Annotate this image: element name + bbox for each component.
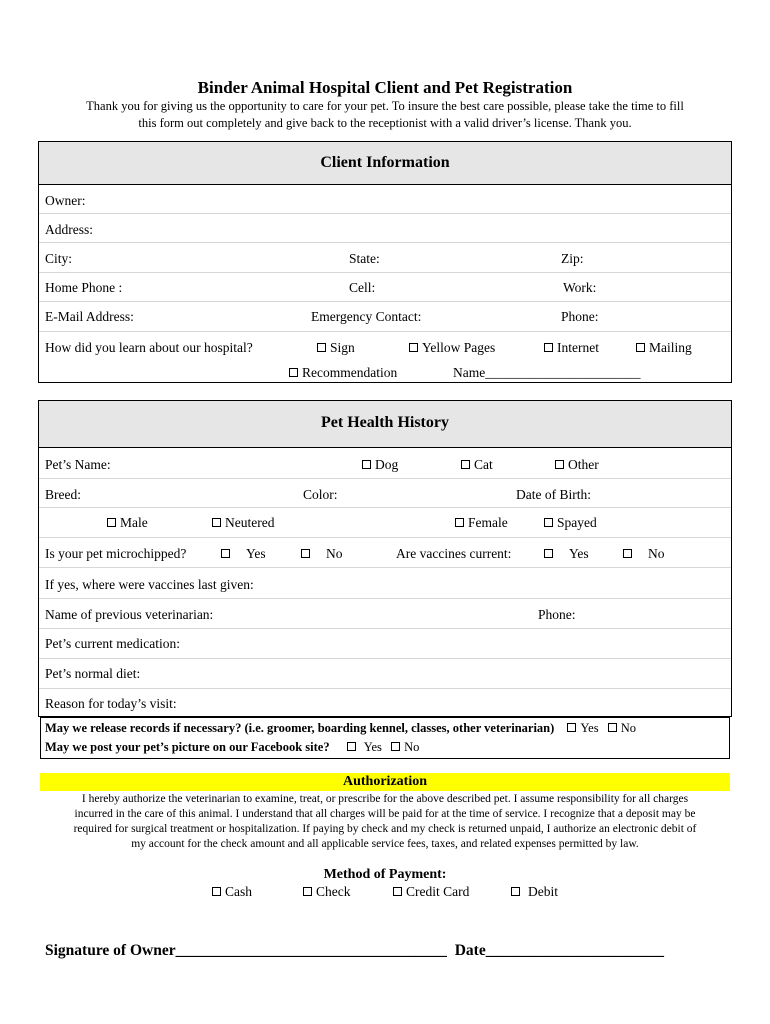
microchip-row [39, 538, 731, 568]
checkbox-icon[interactable] [107, 518, 116, 527]
sex-neutered[interactable] [212, 515, 274, 531]
intro-line-2: this form out completely and give back to the receptionist with a valid driver’s license. Thank you. [138, 116, 632, 130]
checkbox-icon[interactable] [301, 549, 310, 558]
work-label: Work: [563, 280, 597, 295]
sex-male[interactable] [107, 515, 148, 531]
authorization-line-3: required for surgical treatment or hospitalization. If paying by check and my check is returned unpaid, I authorize an electronic debit of [73, 823, 697, 835]
prev-vet-row [39, 599, 731, 629]
authorization-line-1: I hereby authorize the veterinarian to examine, treat, or prescribe for the above described pet. I assume responsibility for all charges [81, 793, 689, 805]
authorization-heading: Authorization [40, 773, 730, 791]
learn-question: How did you learn about our hospital? [45, 340, 253, 355]
sex-female-label: Female [468, 515, 508, 530]
checkbox-icon[interactable] [636, 343, 645, 352]
zip-label: Zip: [561, 251, 584, 266]
client-information-heading: Client Information [39, 142, 731, 185]
reason-row [39, 689, 731, 716]
prev-vet-phone-label: Phone: [538, 607, 576, 622]
referral-row [39, 332, 731, 382]
option-yellow-pages-label: Yellow Pages [422, 340, 496, 355]
checkbox-icon[interactable] [608, 723, 617, 732]
checkbox-icon[interactable] [289, 368, 298, 377]
checkbox-icon[interactable] [544, 549, 553, 558]
address-label: Address: [45, 222, 93, 237]
authorization-text [40, 792, 730, 852]
microchip-no[interactable] [301, 546, 343, 562]
option-recommendation-label: Recommendation [302, 365, 398, 380]
checkbox-icon[interactable] [391, 742, 400, 751]
prev-vet-label: Name of previous veterinarian: [45, 607, 214, 622]
signature-line[interactable] [45, 942, 664, 960]
option-sign-label: Sign [330, 340, 355, 355]
vaccines-question: Are vaccines current: [396, 546, 512, 561]
sex-spayed[interactable] [544, 515, 597, 531]
vaccines-where-row [39, 568, 731, 599]
recommendation-name-line[interactable]: Name_______________________ [453, 365, 641, 380]
color-label: Color: [303, 487, 338, 502]
checkbox-icon[interactable] [455, 518, 464, 527]
emergency-contact-label: Emergency Contact: [311, 309, 422, 324]
payment-check-label: Check [316, 884, 351, 899]
checkbox-icon[interactable] [544, 518, 553, 527]
signature-date[interactable]: Date_______________________ [454, 942, 664, 959]
authorization-line-4: my account for the check amount and all applicable service fees, taxes, and related expenses permitted by law. [131, 838, 639, 850]
checkbox-icon[interactable] [555, 460, 564, 469]
release-box [40, 717, 730, 759]
facebook-line [45, 740, 419, 755]
checkbox-icon[interactable] [303, 887, 312, 896]
microchip-no-label: No [326, 546, 343, 561]
phone-row [39, 273, 731, 302]
city-row [39, 243, 731, 273]
email-row [39, 302, 731, 332]
intro-line-1: Thank you for giving us the opportunity to care for your pet. To insure the best care possible, please take the time to fill [86, 99, 684, 113]
species-other-label: Other [568, 457, 599, 472]
cell-label: Cell: [349, 280, 376, 295]
payment-cash-label: Cash [225, 884, 252, 899]
owner-label: Owner: [45, 193, 86, 208]
option-recommendation[interactable] [289, 365, 397, 381]
vaccines-no-label: No [648, 546, 665, 561]
vaccines-yes-label: Yes [569, 546, 589, 561]
checkbox-icon[interactable] [623, 549, 632, 558]
checkbox-icon[interactable] [511, 887, 520, 896]
medication-row [39, 629, 731, 659]
option-mailing[interactable] [636, 340, 692, 356]
sex-row [39, 508, 731, 538]
species-cat[interactable] [461, 457, 493, 473]
checkbox-icon[interactable] [212, 518, 221, 527]
facebook-no[interactable] [391, 740, 419, 754]
facebook-yes-label: Yes [363, 740, 382, 754]
sex-male-label: Male [120, 515, 148, 530]
facebook-no-label: No [404, 740, 420, 754]
microchip-yes[interactable] [221, 546, 266, 562]
option-mailing-label: Mailing [649, 340, 692, 355]
payment-debit-label: Debit [528, 884, 558, 899]
checkbox-icon[interactable] [544, 343, 553, 352]
pet-health-section [38, 400, 732, 717]
vaccines-yes[interactable] [544, 546, 589, 562]
records-release-question: May we release records if necessary? (i.e. groomer, boarding kennel, classes, other veterinarian) [45, 721, 555, 735]
city-label: City: [45, 251, 73, 266]
client-information-section [38, 141, 732, 383]
breed-label: Breed: [45, 487, 81, 502]
checkbox-icon[interactable] [221, 549, 230, 558]
owner-row [39, 185, 731, 214]
breed-row [39, 479, 731, 508]
species-cat-label: Cat [474, 457, 493, 472]
vaccines-where-label: If yes, where were vaccines last given: [45, 577, 254, 592]
pet-health-heading: Pet Health History [39, 401, 731, 448]
diet-label: Pet’s normal diet: [45, 666, 141, 681]
signature-owner[interactable]: Signature of Owner___________________________________ [45, 942, 447, 959]
option-yellow-pages[interactable] [409, 340, 495, 356]
emergency-phone-label: Phone: [561, 309, 599, 324]
records-no-label: No [620, 721, 637, 735]
facebook-question: May we post your pet’s picture on our Facebook site? [45, 740, 330, 754]
payment-credit-card[interactable] [393, 884, 469, 900]
checkbox-icon[interactable] [393, 887, 402, 896]
microchip-question: Is your pet microchipped? [45, 546, 187, 561]
records-release-line [45, 721, 636, 736]
records-yes[interactable] [567, 721, 598, 735]
medication-label: Pet’s current medication: [45, 636, 180, 651]
payment-heading: Method of Payment: [323, 867, 447, 882]
payment-credit-card-label: Credit Card [406, 884, 470, 899]
email-label: E-Mail Address: [45, 309, 134, 324]
intro-text [40, 98, 730, 132]
authorization-line-2: incurred in the care of this animal. I understand that all charges will be paid for at the time of service. I recognize that a deposit may be [74, 808, 696, 820]
facebook-yes[interactable] [347, 740, 382, 754]
records-yes-label: Yes [580, 721, 599, 735]
reason-label: Reason for today’s visit: [45, 696, 177, 711]
checkbox-icon[interactable] [409, 343, 418, 352]
diet-row [39, 659, 731, 689]
checkbox-icon[interactable] [347, 742, 356, 751]
option-internet[interactable] [544, 340, 599, 356]
species-other[interactable] [555, 457, 599, 473]
checkbox-icon[interactable] [212, 887, 221, 896]
payment-check[interactable] [303, 884, 351, 900]
checkbox-icon[interactable] [567, 723, 576, 732]
payment-cash[interactable] [212, 884, 252, 900]
checkbox-icon[interactable] [317, 343, 326, 352]
address-row [39, 214, 731, 243]
form-title: Binder Animal Hospital Client and Pet Registration [197, 78, 573, 97]
sex-female[interactable] [455, 515, 508, 531]
pet-name-label: Pet’s Name: [45, 457, 111, 472]
dob-label: Date of Birth: [516, 487, 591, 502]
records-no[interactable] [608, 721, 636, 735]
checkbox-icon[interactable] [461, 460, 470, 469]
home-phone-label: Home Phone : [45, 280, 123, 295]
payment-debit[interactable] [511, 884, 558, 900]
microchip-yes-label: Yes [246, 546, 266, 561]
option-sign[interactable] [317, 340, 355, 356]
sex-spayed-label: Spayed [557, 515, 597, 530]
vaccines-no[interactable] [623, 546, 665, 562]
checkbox-icon[interactable] [362, 460, 371, 469]
pet-name-row [39, 448, 731, 479]
species-dog-label: Dog [375, 457, 399, 472]
species-dog[interactable] [362, 457, 398, 473]
state-label: State: [349, 251, 380, 266]
sex-neutered-label: Neutered [225, 515, 275, 530]
option-internet-label: Internet [557, 340, 599, 355]
